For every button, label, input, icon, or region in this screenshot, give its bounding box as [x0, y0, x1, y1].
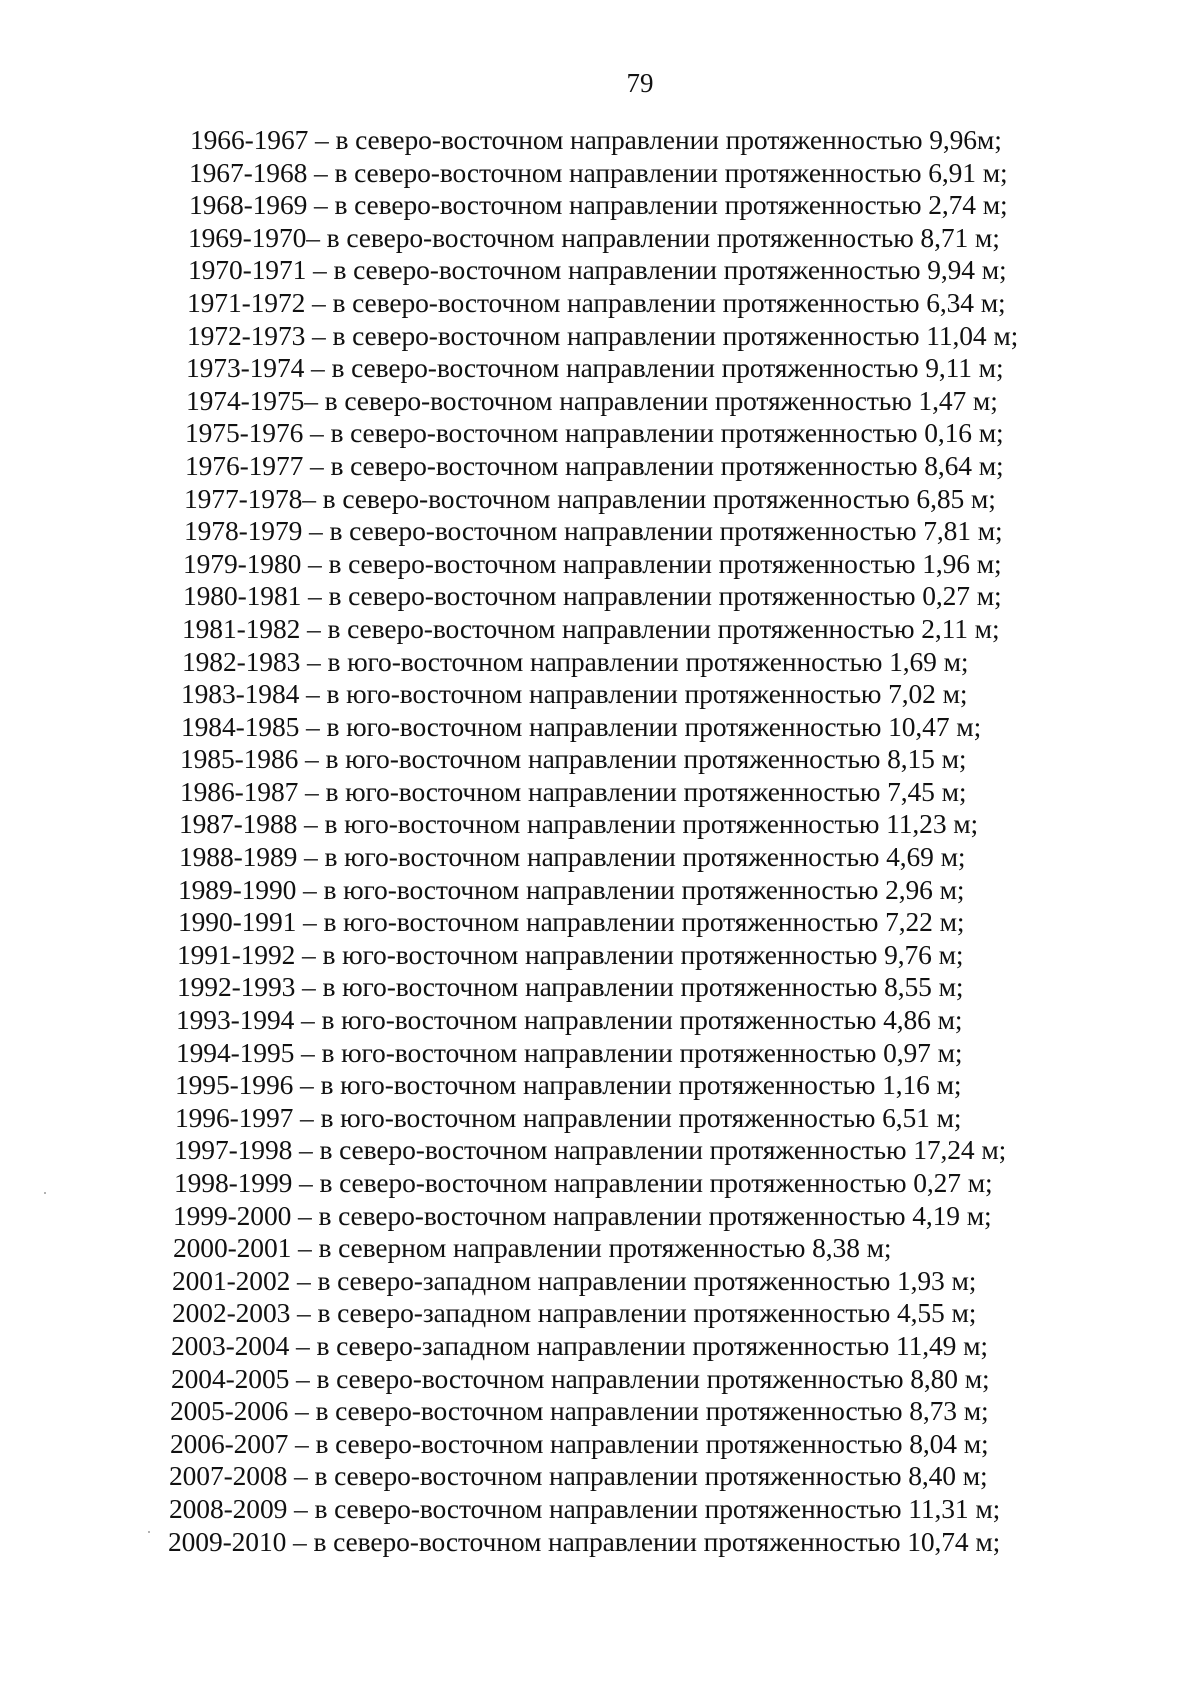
entry-line: 1994-1995 – в юго-восточном направлении протяженностью 0,97 м;	[176, 1036, 963, 1068]
entry-line: 1981-1982 – в северо-восточном направлении протяженностью 2,11 м;	[182, 612, 1000, 644]
entry-line: 2002-2003 – в северо-западном направлении протяженностью 4,55 м;	[172, 1297, 977, 1329]
entry-line: 1968-1969 – в северо-восточном направлении протяженностью 2,74 м;	[189, 189, 1008, 221]
entry-line: 1982-1983 – в юго-восточном направлении протяженностью 1,69 м;	[182, 645, 969, 677]
entry-line: 1971-1972 – в северо-восточном направлении протяженностью 6,34 м;	[187, 286, 1006, 318]
entry-line: 2006-2007 – в северо-восточном направлении протяженностью 8,04 м;	[170, 1427, 989, 1459]
entry-line: 1970-1971 – в северо-восточном направлении протяженностью 9,94 м;	[188, 254, 1007, 286]
entry-line: 1991-1992 – в юго-восточном направлении протяженностью 9,76 м;	[177, 938, 964, 970]
entry-line: 1989-1990 – в юго-восточном направлении протяженностью 2,96 м;	[178, 873, 965, 905]
entry-line: 1974-1975– в северо-восточном направлении протяженностью 1,47 м;	[186, 384, 998, 416]
entry-line: 1969-1970– в северо-восточном направлении протяженностью 8,71 м;	[188, 221, 1000, 253]
entry-line: 1997-1998 – в северо-восточном направлении протяженностью 17,24 м;	[174, 1134, 1007, 1166]
entry-line: 2008-2009 – в северо-восточном направлении протяженностью 11,31 м;	[169, 1492, 1001, 1524]
entry-line: 1973-1974 – в северо-восточном направлении протяженностью 9,11 м;	[186, 352, 1004, 384]
entry-list	[168, 124, 1090, 1558]
entry-line: 1978-1979 – в северо-восточном направлении протяженностью 7,81 м;	[184, 515, 1003, 547]
entry-line: 1966-1967 – в северо-восточном направлении протяженностью 9,96м;	[190, 124, 1002, 155]
entry-line: 2000-2001 – в северном направлении протяженностью 8,38 м;	[173, 1232, 892, 1264]
entry-line: 1983-1984 – в юго-восточном направлении протяженностью 7,02 м;	[181, 678, 968, 710]
entry-line: 1992-1993 – в юго-восточном направлении протяженностью 8,55 м;	[177, 971, 964, 1003]
entry-line: 1998-1999 – в северо-восточном направлении протяженностью 0,27 м;	[174, 1167, 993, 1198]
entry-line: 2003-2004 – в северо-западном направлении протяженностью 11,49 м;	[171, 1329, 988, 1361]
entry-line: 2001-2002 – в северо-западном направлении протяженностью 1,93 м;	[172, 1264, 977, 1296]
scan-speck	[148, 1531, 150, 1533]
entry-line: 1988-1989 – в юго-восточном направлении протяженностью 4,69 м;	[179, 841, 966, 873]
entry-line: 1985-1986 – в юго-восточном направлении протяженностью 8,15 м;	[180, 743, 967, 775]
entry-line: 1990-1991 – в юго-восточном направлении протяженностью 7,22 м;	[178, 906, 965, 938]
entry-line: 1984-1985 – в юго-восточном направлении протяженностью 10,47 м;	[181, 710, 982, 742]
entry-line: 1995-1996 – в юго-восточном направлении протяженностью 1,16 м;	[175, 1069, 962, 1101]
entry-line: 1972-1973 – в северо-восточном направлении протяженностью 11,04 м;	[187, 319, 1019, 351]
entry-line: 1996-1997 – в юго-восточном направлении протяженностью 6,51 м;	[175, 1101, 962, 1133]
entry-line: 2009-2010 – в северо-восточном направлении протяженностью 10,74 м;	[168, 1525, 1001, 1557]
scan-speck	[44, 1192, 46, 1194]
entry-line: 1976-1977 – в северо-восточном направлении протяженностью 8,64 м;	[185, 449, 1004, 481]
entry-line: 1993-1994 – в юго-восточном направлении протяженностью 4,86 м;	[176, 1004, 963, 1036]
entry-line: 1987-1988 – в юго-восточном направлении протяженностью 11,23 м;	[179, 808, 979, 840]
entry-line: 1977-1978– в северо-восточном направлении протяженностью 6,85 м;	[184, 482, 996, 514]
entry-line: 1999-2000 – в северо-восточном направлении протяженностью 4,19 м;	[173, 1199, 992, 1231]
entry-line: 2007-2008 – в северо-восточном направлении протяженностью 8,40 м;	[169, 1460, 988, 1492]
entry-line: 1980-1981 – в северо-восточном направлении протяженностью 0,27 м;	[183, 580, 1002, 612]
page-number: 79	[626, 68, 654, 98]
entry-line: 1986-1987 – в юго-восточном направлении протяженностью 7,45 м;	[180, 775, 967, 807]
entry-line: 2005-2006 – в северо-восточном направлении протяженностью 8,73 м;	[170, 1395, 989, 1427]
entry-line: 2004-2005 – в северо-восточном направлении протяженностью 8,80 м;	[171, 1362, 990, 1394]
entry-line: 1979-1980 – в северо-восточном направлении протяженностью 1,96 м;	[183, 547, 1002, 579]
entry-line: 1975-1976 – в северо-восточном направлении протяженностью 0,16 м;	[185, 417, 1004, 449]
entry-line: 1967-1968 – в северо-восточном направлении протяженностью 6,91 м;	[189, 156, 1008, 188]
